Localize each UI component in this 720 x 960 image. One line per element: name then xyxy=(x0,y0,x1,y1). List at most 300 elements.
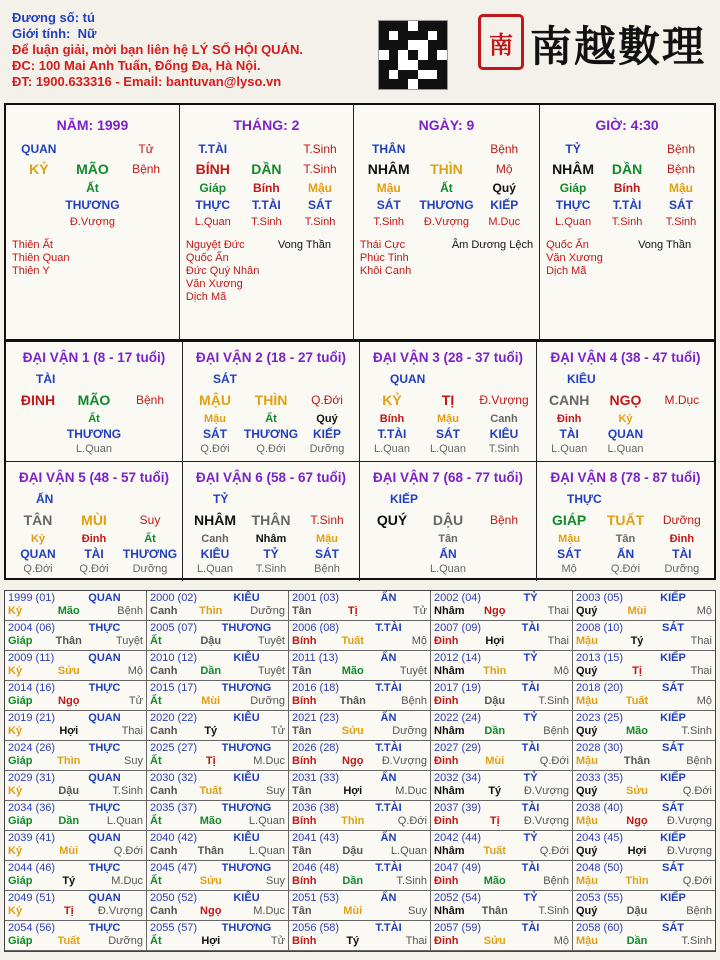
year-stem: Nhâm xyxy=(434,845,465,857)
year-cell[interactable] xyxy=(5,651,147,681)
pillar-cell: Mộ xyxy=(495,162,513,176)
dai-van-cell[interactable] xyxy=(537,462,714,581)
year-stem-branch xyxy=(434,755,569,768)
year-god: KIÊU xyxy=(233,892,260,904)
year-branch: Thìn xyxy=(625,875,649,887)
year-stem: Quý xyxy=(576,725,598,737)
year-cell[interactable] xyxy=(289,651,431,681)
year-cell[interactable] xyxy=(289,741,431,771)
year-line xyxy=(150,862,285,875)
ten-god: ẤN xyxy=(439,547,457,561)
life-stage: L.Quan xyxy=(373,443,411,455)
year-cell[interactable] xyxy=(431,771,573,801)
year-cell[interactable] xyxy=(147,861,289,891)
dai-van-title: ĐẠI VẬN 7 (68 - 77 tuổi) xyxy=(372,470,524,485)
year-stem: Ất xyxy=(150,695,162,707)
pillar-column xyxy=(180,105,354,339)
year-cell[interactable] xyxy=(5,831,147,861)
year-stem: Đinh xyxy=(434,635,459,647)
year-cell[interactable] xyxy=(289,861,431,891)
year-stem: Canh xyxy=(150,785,178,797)
year-label: 2012 (14) xyxy=(434,652,482,664)
year-line xyxy=(292,772,427,785)
year-stem: Giáp xyxy=(8,935,33,947)
ten-god: SÁT xyxy=(557,547,582,561)
year-stage: Tử xyxy=(270,935,285,947)
year-branch: Thân xyxy=(55,635,82,647)
year-line xyxy=(150,772,285,785)
year-cell[interactable] xyxy=(289,621,431,651)
pillar-cell: NHÂM xyxy=(367,161,410,177)
year-cell[interactable] xyxy=(431,861,573,891)
pillar-cell: T.Sinh xyxy=(251,216,282,228)
pillar-cell xyxy=(418,141,476,158)
pillar-cell: Bệnh xyxy=(666,142,696,156)
year-cell[interactable] xyxy=(5,621,147,651)
dai-van-gods xyxy=(364,427,532,442)
ten-god xyxy=(122,427,178,442)
dai-van-states xyxy=(541,442,710,457)
year-label: 2014 (16) xyxy=(8,682,56,694)
year-cell[interactable] xyxy=(573,861,715,891)
year-cell[interactable] xyxy=(289,801,431,831)
dai-van-state: Đ.Vượng xyxy=(479,393,529,407)
dai-van-cell[interactable] xyxy=(183,342,360,462)
pillar-row xyxy=(12,180,173,197)
year-branch: Ngọ xyxy=(58,695,80,707)
year-label: 2056 (58) xyxy=(292,922,340,934)
year-branch: Sửu xyxy=(199,875,222,887)
year-stage: Mộ xyxy=(696,695,712,707)
year-branch: Mùi xyxy=(627,605,647,617)
pillar-row xyxy=(186,141,347,158)
year-branch: Sửu xyxy=(57,665,80,677)
stars-right xyxy=(638,239,691,277)
year-line xyxy=(292,892,427,905)
pillar-cell: T.TÀI xyxy=(252,198,281,212)
dai-van-grid xyxy=(4,341,716,580)
pillar-cell: Mậu xyxy=(669,181,693,195)
year-stage: L.Quan xyxy=(106,815,143,827)
year-stage: Suy xyxy=(408,905,427,917)
year-cell[interactable] xyxy=(5,801,147,831)
year-line xyxy=(150,652,285,665)
pillar-cell: NHÂM xyxy=(552,161,595,177)
year-branch: Thân xyxy=(481,905,508,917)
star-name: Thái Cực xyxy=(359,239,406,251)
year-stem-branch xyxy=(434,785,569,798)
year-cell[interactable] xyxy=(431,921,573,951)
ten-god: ẤN xyxy=(616,547,635,561)
pillar-cell: SÁT xyxy=(308,198,333,212)
year-cell[interactable] xyxy=(573,711,715,741)
year-line xyxy=(576,652,712,665)
pillar-cell: Tử xyxy=(138,142,154,156)
year-line xyxy=(8,922,143,935)
year-god: SÁT xyxy=(662,922,684,934)
dai-van-branch: TUẤT xyxy=(606,512,645,528)
year-label: 2023 (25) xyxy=(576,712,624,724)
year-stem: Đinh xyxy=(434,755,459,767)
pillar-cell: Đ.Vượng xyxy=(423,216,470,228)
star-name: Dịch Mã xyxy=(185,291,227,303)
year-cell[interactable] xyxy=(147,771,289,801)
year-line xyxy=(8,772,143,785)
hidden-stem: Nhâm xyxy=(255,533,287,545)
year-label: 2021 (23) xyxy=(292,712,340,724)
year-stem-branch xyxy=(292,905,427,918)
pillar-cell xyxy=(12,214,66,231)
year-stem: Mậu xyxy=(576,695,598,707)
pillar-row xyxy=(360,158,533,180)
year-stem: Ất xyxy=(150,635,162,647)
pillar-cell: DẦN xyxy=(611,161,643,177)
year-stem-branch xyxy=(8,665,143,678)
year-stem-branch xyxy=(8,845,143,858)
pillar-cell: Mậu xyxy=(308,181,333,195)
year-stem-branch xyxy=(292,935,427,948)
year-cell[interactable] xyxy=(431,711,573,741)
life-stage: L.Quan xyxy=(75,443,113,455)
year-branch: Tý xyxy=(204,725,218,737)
year-stem: Tân xyxy=(292,665,312,677)
year-stem-branch xyxy=(576,815,712,828)
dai-van-stem: TÂN xyxy=(23,512,53,528)
year-cell[interactable] xyxy=(5,891,147,921)
star-name: Nguyệt Đức xyxy=(185,239,245,251)
year-cell[interactable] xyxy=(573,651,715,681)
year-stem: Tân xyxy=(292,605,312,617)
year-line xyxy=(8,652,143,665)
year-god: KIÊU xyxy=(233,712,260,724)
year-stage: T.Sinh xyxy=(681,725,712,737)
year-cell[interactable] xyxy=(289,591,431,621)
year-line xyxy=(8,712,143,725)
year-stem: Quý xyxy=(576,785,598,797)
year-stage: Thai xyxy=(690,665,712,677)
year-stem-branch xyxy=(150,815,285,828)
year-cell[interactable] xyxy=(147,921,289,951)
year-cell[interactable] xyxy=(289,891,431,921)
stars-block xyxy=(186,239,347,303)
year-god: KIẾP xyxy=(660,712,686,724)
year-cell[interactable] xyxy=(573,801,715,831)
year-line xyxy=(292,712,427,725)
year-cell[interactable] xyxy=(147,591,289,621)
pillar-cell: Bính xyxy=(253,181,280,195)
year-branch: Sửu xyxy=(483,935,506,947)
year-cell[interactable] xyxy=(431,831,573,861)
dai-van-hidden xyxy=(541,412,710,427)
year-label: 2005 (07) xyxy=(150,622,198,634)
star-name: Dịch Mã xyxy=(546,265,587,277)
year-stage: T.Sinh xyxy=(538,905,569,917)
pillar-row xyxy=(360,214,533,231)
year-cell[interactable] xyxy=(431,891,573,921)
four-pillars-grid xyxy=(4,103,716,341)
year-god: KIẾP xyxy=(660,832,686,844)
year-label: 1999 (01) xyxy=(8,592,56,604)
year-cell[interactable] xyxy=(5,861,147,891)
hidden-stem xyxy=(654,412,710,427)
year-cell[interactable] xyxy=(573,621,715,651)
pillar-row xyxy=(12,197,173,214)
year-god: SÁT xyxy=(662,682,684,694)
year-cell[interactable] xyxy=(147,891,289,921)
year-line xyxy=(150,712,285,725)
year-god: KIẾP xyxy=(660,772,686,784)
year-cell[interactable] xyxy=(573,741,715,771)
year-cell[interactable] xyxy=(573,681,715,711)
ten-god: KIẾP xyxy=(312,427,341,441)
year-stage: T.Sinh xyxy=(681,935,712,947)
year-stem-branch xyxy=(434,665,569,678)
year-stem: Tân xyxy=(292,905,312,917)
year-stem-branch xyxy=(150,875,285,888)
year-cell[interactable] xyxy=(289,711,431,741)
year-god: ẤN xyxy=(380,772,397,784)
dai-van-title: ĐẠI VẬN 8 (78 - 87 tuổi) xyxy=(550,470,701,485)
year-branch: Tuất xyxy=(199,785,222,797)
life-stage: T.Sinh xyxy=(488,443,520,455)
year-label: 2038 (40) xyxy=(576,802,624,814)
year-cell[interactable] xyxy=(573,891,715,921)
year-cell[interactable] xyxy=(5,681,147,711)
year-stem-branch xyxy=(150,785,285,798)
year-cell[interactable] xyxy=(147,681,289,711)
dai-van-gods xyxy=(10,427,178,442)
year-stem: Bính xyxy=(292,935,317,947)
year-cell[interactable] xyxy=(289,771,431,801)
year-branch: Thìn xyxy=(483,665,507,677)
hidden-stem: Tân xyxy=(615,533,636,545)
year-god: ẤN xyxy=(380,592,397,604)
dai-van-title: ĐẠI VẬN 2 (18 - 27 tuổi) xyxy=(195,350,347,365)
dai-van-cell[interactable] xyxy=(183,462,360,581)
year-line xyxy=(8,742,143,755)
pillar-row xyxy=(546,180,708,197)
year-cell[interactable] xyxy=(147,741,289,771)
year-cell[interactable] xyxy=(147,831,289,861)
ten-god: SÁT xyxy=(203,427,227,441)
red-seal-logo: 南 xyxy=(478,14,524,70)
year-branch: Thân xyxy=(197,845,224,857)
dai-van-cell[interactable] xyxy=(360,342,537,462)
year-stage: Bệnh xyxy=(543,875,569,887)
year-stem: Giáp xyxy=(8,755,33,767)
year-branch: Dần xyxy=(58,815,80,827)
year-stage: Q.Đới xyxy=(682,785,712,797)
pillar-cell: L.Quan xyxy=(194,216,231,228)
dai-van-cell[interactable] xyxy=(537,342,714,462)
year-god: T.TÀI xyxy=(375,802,402,814)
dai-van-main xyxy=(364,388,532,412)
dai-van-gods xyxy=(187,547,355,562)
year-god: THƯƠNG xyxy=(221,922,272,934)
year-god: QUAN xyxy=(88,652,121,664)
year-stage: Suy xyxy=(266,875,285,887)
year-cell[interactable] xyxy=(289,921,431,951)
year-stem: Tân xyxy=(292,725,312,737)
year-cell[interactable] xyxy=(573,921,715,951)
pillar-cell: Bệnh xyxy=(666,162,696,176)
dai-van-cell[interactable] xyxy=(360,462,537,581)
dai-van-branch: NGỌ xyxy=(609,392,642,408)
year-branch: Tị xyxy=(632,665,642,677)
year-cell[interactable] xyxy=(147,651,289,681)
year-cell[interactable] xyxy=(431,651,573,681)
star-name: Thiên Quan xyxy=(12,252,70,264)
year-cell[interactable] xyxy=(431,801,573,831)
year-stem: Giáp xyxy=(8,695,33,707)
pillar-row xyxy=(546,158,708,180)
year-stage: Dưỡng xyxy=(108,935,143,947)
year-line xyxy=(434,592,569,605)
year-cell[interactable] xyxy=(5,741,147,771)
gender-label: Giới tính: xyxy=(12,26,71,41)
year-label: 2048 (50) xyxy=(576,862,624,874)
qr-code[interactable] xyxy=(378,20,448,90)
year-cell[interactable] xyxy=(431,591,573,621)
contact-phone-email: ĐT: 1900.633316 - Email: bantuvan@lyso.vn xyxy=(12,74,282,89)
pillar-cell xyxy=(120,197,173,214)
year-cell[interactable] xyxy=(431,621,573,651)
dai-van-branch: THÌN xyxy=(254,392,288,408)
year-stem: Ất xyxy=(150,935,162,947)
year-cell[interactable] xyxy=(147,711,289,741)
year-cell[interactable] xyxy=(5,591,147,621)
year-god: QUAN xyxy=(88,892,121,904)
year-line xyxy=(292,652,427,665)
year-stage: Tuyệt xyxy=(257,665,285,677)
year-cell[interactable] xyxy=(573,591,715,621)
year-stage: Thai xyxy=(547,605,569,617)
pillar-cell xyxy=(12,197,65,214)
year-stage: M.Dục xyxy=(253,905,285,917)
year-cell[interactable] xyxy=(431,741,573,771)
year-stem: Mậu xyxy=(576,935,598,947)
year-stage: Đ.Vượng xyxy=(666,815,712,827)
year-line xyxy=(150,622,285,635)
year-stem-branch xyxy=(8,875,143,888)
year-stage: Tử xyxy=(128,695,143,707)
pillar-cell: T.Sinh xyxy=(611,216,643,228)
hidden-stem: Mậu xyxy=(204,413,226,425)
star-name: Văn Xương xyxy=(185,278,243,290)
year-cell[interactable] xyxy=(5,771,147,801)
dai-van-branch: TỊ xyxy=(441,392,455,408)
dai-van-stem: NHÂM xyxy=(194,512,236,528)
year-stage: Dưỡng xyxy=(392,725,427,737)
ten-god: KIÊU xyxy=(200,547,230,561)
year-cell[interactable] xyxy=(147,621,289,651)
year-stem-branch xyxy=(150,845,285,858)
year-cell[interactable] xyxy=(289,831,431,861)
year-line xyxy=(576,832,712,845)
dai-van-role: ẤN xyxy=(36,492,54,506)
pillar-row xyxy=(186,197,347,214)
year-label: 2040 (42) xyxy=(150,832,198,844)
dai-van-cell[interactable] xyxy=(6,342,183,462)
pillar-cell: THÌN xyxy=(430,161,463,177)
year-label: 2039 (41) xyxy=(8,832,56,844)
pillar-cell: KỶ xyxy=(29,161,49,177)
year-label: 2027 (29) xyxy=(434,742,482,754)
dai-van-hidden xyxy=(187,532,355,547)
year-cell[interactable] xyxy=(573,831,715,861)
year-line xyxy=(576,712,712,725)
year-stem-branch xyxy=(150,605,285,618)
year-god: SÁT xyxy=(662,802,684,814)
dai-van-cell[interactable] xyxy=(6,462,183,581)
ten-god: THƯƠNG xyxy=(243,427,299,441)
year-line xyxy=(434,922,569,935)
year-god: ẤN xyxy=(380,712,397,724)
pillar-cell: SÁT xyxy=(669,198,693,212)
year-stage: Mộ xyxy=(127,665,143,677)
year-god: QUAN xyxy=(88,592,121,604)
year-line xyxy=(434,892,569,905)
year-god: THỰC xyxy=(88,682,121,694)
year-stage: Suy xyxy=(266,785,285,797)
pillar-cell: M.Dục xyxy=(488,216,521,228)
year-label: 2042 (44) xyxy=(434,832,482,844)
year-cell[interactable] xyxy=(573,771,715,801)
year-stage: Đ.Vượng xyxy=(523,815,569,827)
year-line xyxy=(576,682,712,695)
year-label: 2010 (12) xyxy=(150,652,198,664)
year-stem: Nhâm xyxy=(434,725,465,737)
year-god: KIÊU xyxy=(233,652,260,664)
pillar-column xyxy=(354,105,540,339)
dai-van-state: M.Dục xyxy=(664,393,700,407)
gender-line xyxy=(12,26,303,42)
year-stem-branch xyxy=(434,905,569,918)
year-cell[interactable] xyxy=(431,681,573,711)
year-cell[interactable] xyxy=(5,711,147,741)
year-stem: Quý xyxy=(576,665,598,677)
year-label: 2053 (55) xyxy=(576,892,624,904)
year-cell[interactable] xyxy=(289,681,431,711)
year-cell[interactable] xyxy=(147,801,289,831)
year-god: KIẾP xyxy=(660,892,686,904)
year-line xyxy=(292,922,427,935)
year-label: 2018 (20) xyxy=(576,682,624,694)
year-cell[interactable] xyxy=(5,921,147,951)
year-branch: Mão xyxy=(483,875,506,887)
year-line xyxy=(292,832,427,845)
year-label: 2046 (48) xyxy=(292,862,340,874)
dai-van-branch: DẬU xyxy=(432,512,464,528)
year-label: 2047 (49) xyxy=(434,862,482,874)
year-line xyxy=(292,802,427,815)
life-stage: L.Quan xyxy=(196,563,234,575)
year-god: KIÊU xyxy=(233,832,260,844)
year-stage: Q.Đới xyxy=(682,875,712,887)
pillar-cell xyxy=(119,180,173,197)
dai-van-stem: CANH xyxy=(548,392,590,408)
year-branch: Tị xyxy=(347,605,358,617)
year-god: KIÊU xyxy=(233,592,260,604)
hidden-stem xyxy=(10,412,66,427)
year-label: 2030 (32) xyxy=(150,772,198,784)
ten-god: T.TÀI xyxy=(377,427,407,441)
dai-van-states xyxy=(541,562,710,577)
year-label: 2043 (45) xyxy=(576,832,624,844)
dai-van-main xyxy=(10,508,178,532)
star-name: Vong Thần xyxy=(277,239,331,251)
year-label: 2003 (05) xyxy=(576,592,624,604)
